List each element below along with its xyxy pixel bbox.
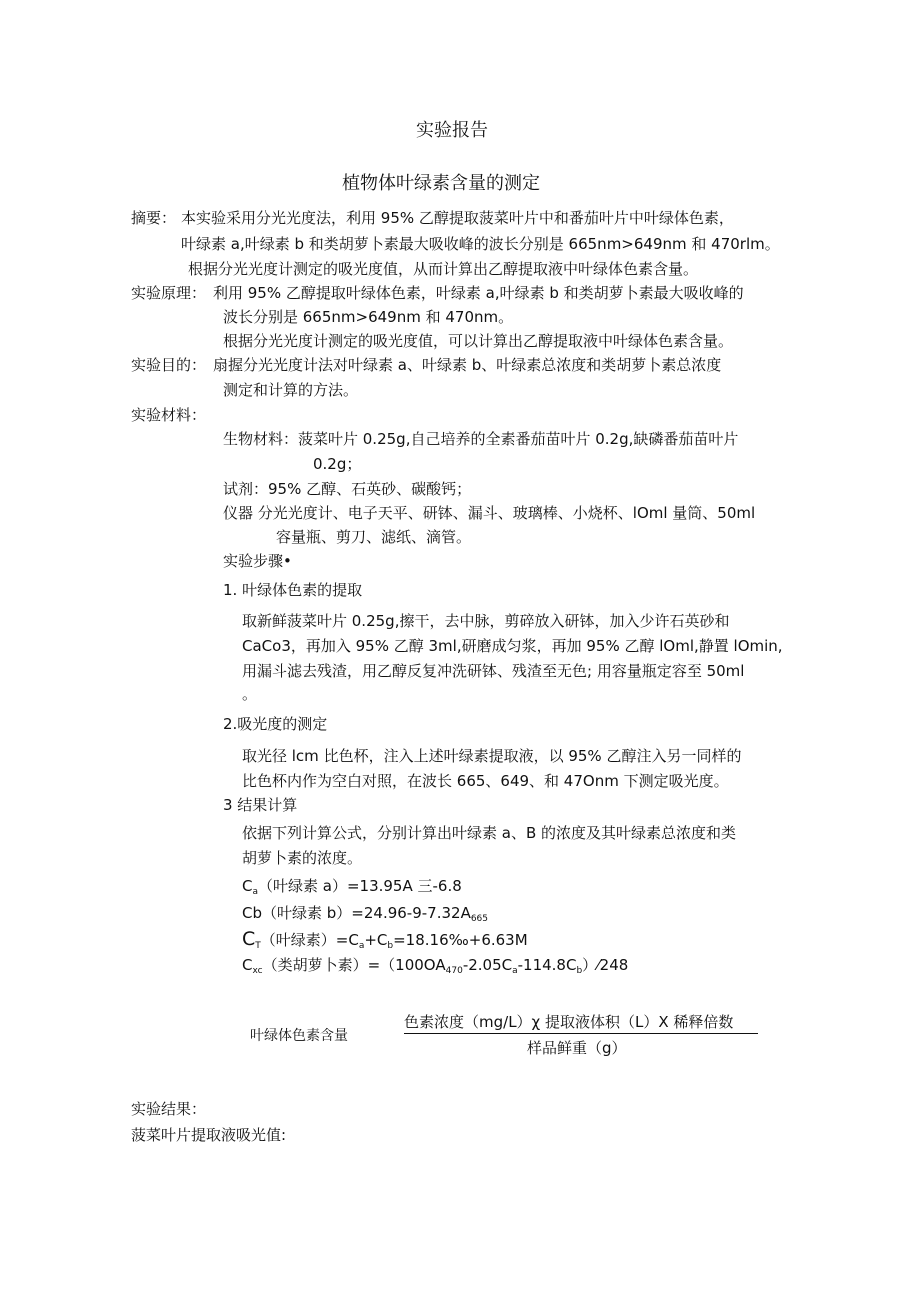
content-formula-label: 叶绿体色素含量 [250, 1028, 348, 1044]
page-subtitle: 植物体叶绿素含量的测定 [342, 173, 540, 194]
materials-bio: 生物材料：菠菜叶片 0.25g,自己培养的全素番茄苗叶片 0.2g,缺磷番茄苗叶片 [223, 430, 739, 448]
abstract-line: 叶绿素 a,叶绿素 b 和类胡萝卜素最大吸收峰的波长分别是 665nm>649nm 和 470rlm。 [181, 235, 780, 253]
step3-line: 胡萝卜素的浓度。 [242, 849, 363, 867]
abstract-line: 根据分光光度计测定的吸光度值，从而计算出乙醇提取液中叶绿体色素含量。 [188, 260, 699, 278]
principle-line: 根据分光光度计测定的吸光度值，可以计算出乙醇提取液中叶绿体色素含量。 [223, 332, 734, 350]
step1-line: 用漏斗滤去残渣，用乙醇反复冲洗研钵、残渣至无色; 用容量瓶定容至 50ml [242, 662, 745, 680]
content-formula-numerator: 色素浓度（mg/L）χ 提取液体积（L）X 稀释倍数 [404, 1013, 734, 1031]
formula-carotenoid: $C_{xc}$（类胡萝卜素）$=(100OA_{470}-2.05C_a-114.8C_b)⁄248$ [242, 956, 629, 976]
materials-reagent: 试剂：95% 乙醇、石英砂、碳酸钙； [223, 480, 472, 498]
step2-line: 比色杯内作为空白对照，在波长 665、649、和 47Onm 下测定吸光度。 [242, 772, 729, 790]
abstract-label: 摘要： [131, 209, 177, 227]
results-label: 实验结果： [131, 1100, 207, 1118]
results-line: 菠菜叶片提取液吸光值: [131, 1126, 287, 1144]
formula-chlorophyll-total: $C_T$（叶绿素）$=C_a+C_b=18.16‰+6.63M$ [242, 928, 528, 951]
abstract-line: 本实验采用分光光度法，利用 95% 乙醇提取菠菜叶片中和番茄叶片中叶绿体色素， [181, 209, 734, 227]
purpose-line: 测定和计算的方法。 [223, 381, 359, 399]
step3-line: 依据下列计算公式，分别计算出叶绿素 a、B 的浓度及其叶绿素总浓度和类 [242, 824, 737, 842]
step1-line: 取新鲜菠菜叶片 0.25g,擦干，去中脉，剪碎放入研钵，加入少许石英砂和 [242, 612, 730, 630]
formula-chlorophyll-a: $C_a$（叶绿素 a）=13.95A 三-6.8 [242, 877, 462, 897]
principle-line: 波长分别是 665nm>649nm 和 470nm。 [223, 308, 514, 326]
materials-label: 实验材料： [131, 406, 207, 424]
steps-label: 实验步骤• [223, 552, 292, 570]
content-formula-denominator: 样品鲜重（g） [527, 1039, 627, 1057]
materials-instrument: 仪器 分光光度计、电子天平、研钵、漏斗、玻璃棒、小烧杯、lOml 量筒、50ml [223, 504, 756, 522]
step1-heading: 1. 叶绿体色素的提取 [223, 581, 363, 599]
principle-label: 实验原理： [131, 284, 207, 302]
step1-line: CaCo3，再加入 95% 乙醇 3ml,研磨成匀浆，再加 95% 乙醇 lOml,静置 lOmin, [242, 637, 783, 655]
principle-line: 利用 95% 乙醇提取叶绿体色素，叶绿素 a,叶绿素 b 和类胡萝卜素最大吸收峰的 [213, 284, 744, 302]
step3-heading: 3 结果计算 [223, 796, 298, 814]
step2-line: 取光径 lcm 比色杯，注入上述叶绿素提取液，以 95% 乙醇注入另一同样的 [242, 747, 742, 765]
purpose-label: 实验目的： [131, 356, 207, 374]
step2-heading: 2.吸光度的测定 [223, 715, 328, 733]
materials-instrument: 容量瓶、剪刀、滤纸、滴管。 [276, 528, 472, 546]
purpose-line: 扇握分光光度计法对叶绿素 a、叶绿素 b、叶绿素总浓度和类胡萝卜素总浓度 [213, 356, 722, 374]
page-title: 实验报告 [416, 120, 488, 141]
fraction-bar [404, 1033, 758, 1034]
step1-line: 。 [242, 685, 258, 703]
materials-bio: 0.2g； [313, 455, 362, 473]
formula-chlorophyll-b: Cb（叶绿素 $b)=24.96-9-7.32A_{665}$ [242, 904, 489, 924]
